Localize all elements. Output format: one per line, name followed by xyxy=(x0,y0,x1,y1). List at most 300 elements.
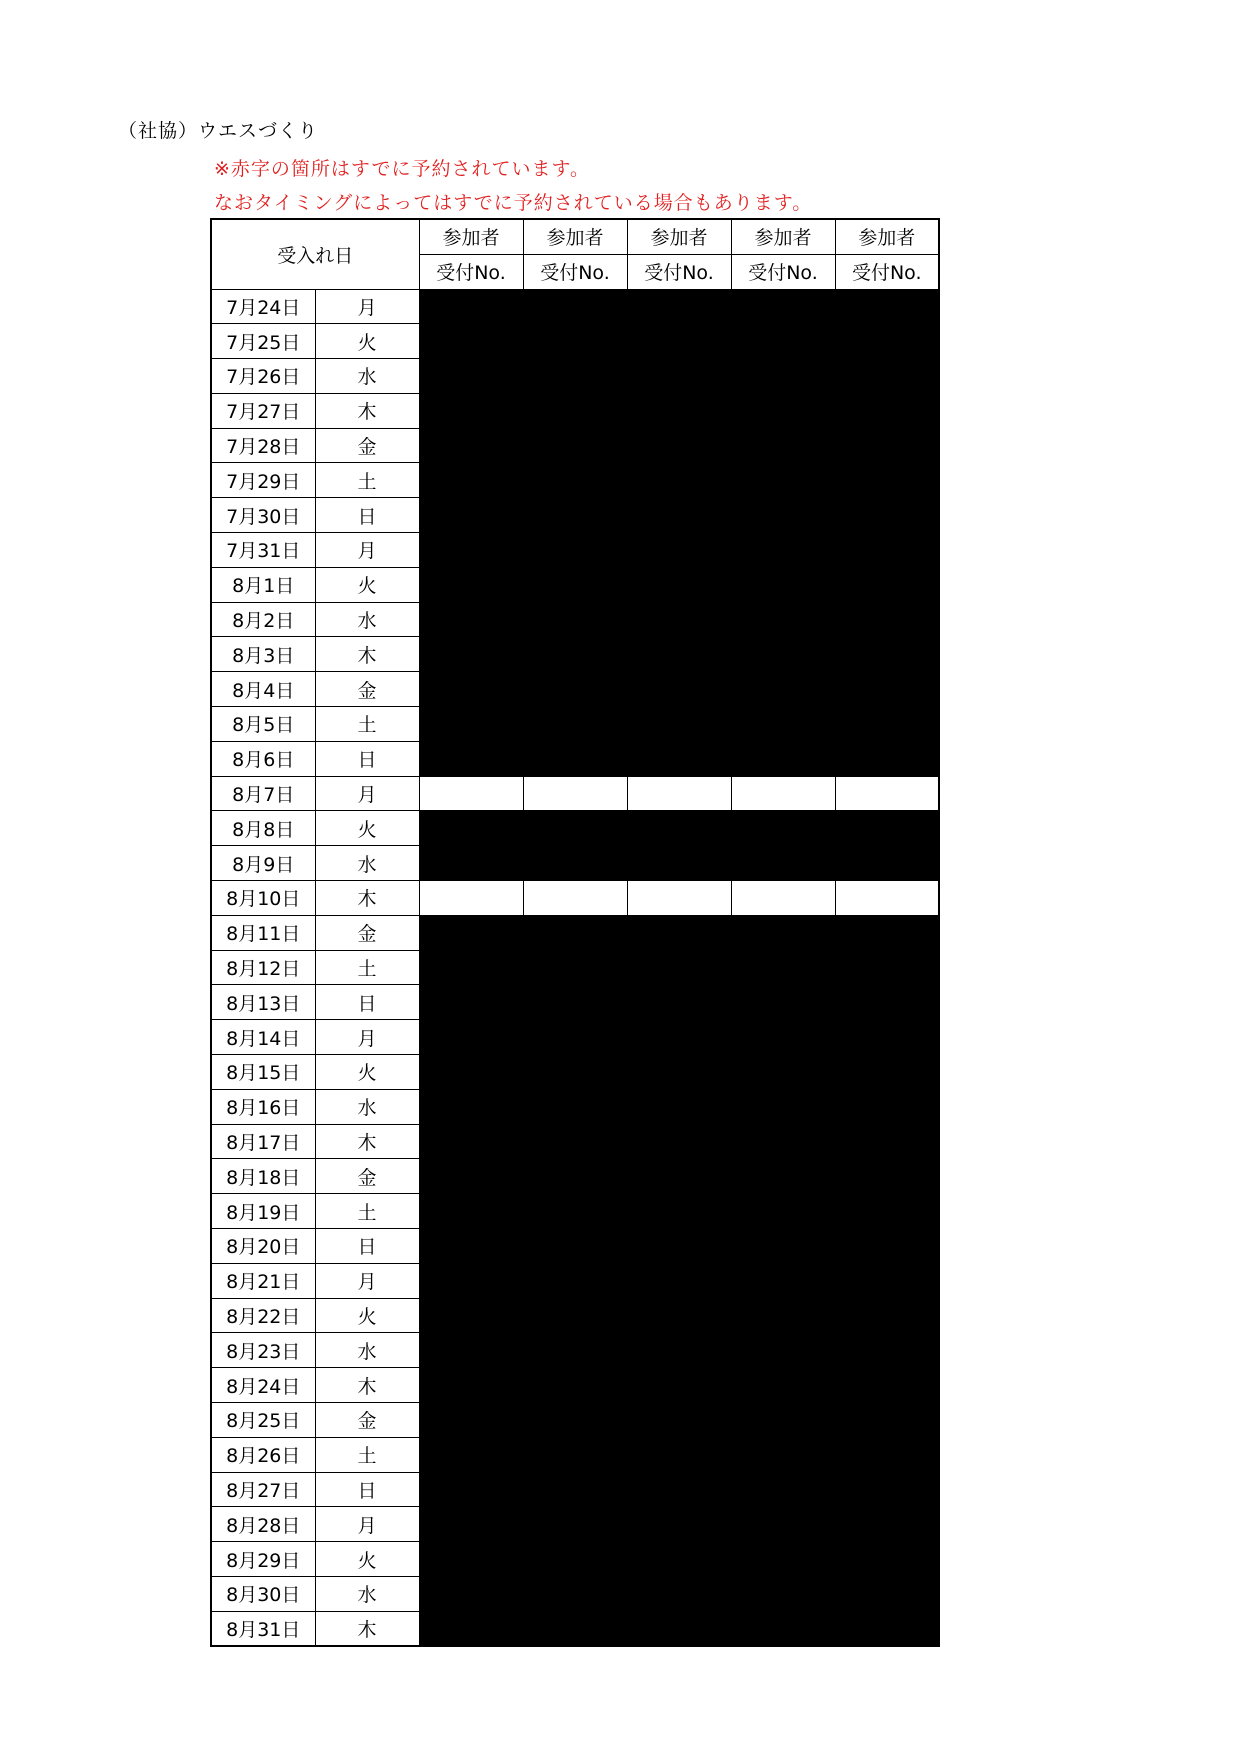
table-row xyxy=(211,811,939,846)
date-cell: 8月28日 xyxy=(211,1507,315,1542)
weekday-cell: 月 xyxy=(315,1020,419,1055)
reserved-slot-cell xyxy=(523,1403,627,1438)
date-cell: 7月29日 xyxy=(211,463,315,498)
reserved-slot-cell xyxy=(419,1089,523,1124)
reserved-slot-cell xyxy=(835,1472,939,1507)
reserved-slot-cell xyxy=(835,1368,939,1403)
reserved-slot-cell xyxy=(419,463,523,498)
table-row xyxy=(211,1542,939,1577)
reserved-slot-cell xyxy=(627,533,731,568)
reserved-slot-cell xyxy=(627,846,731,881)
open-slot-cell[interactable] xyxy=(731,776,835,811)
reserved-slot-cell xyxy=(731,1089,835,1124)
table-row xyxy=(211,985,939,1020)
reserved-slot-cell xyxy=(627,1229,731,1264)
reception-no-header: 受付No. xyxy=(627,254,731,289)
table-row xyxy=(211,707,939,742)
date-cell: 7月26日 xyxy=(211,359,315,394)
table-row xyxy=(211,950,939,985)
weekday-cell: 月 xyxy=(315,289,419,324)
date-cell: 8月24日 xyxy=(211,1368,315,1403)
reserved-slot-cell xyxy=(523,1472,627,1507)
reserved-slot-cell xyxy=(835,393,939,428)
table-row xyxy=(211,1472,939,1507)
reserved-slot-cell xyxy=(835,741,939,776)
reserved-slot-cell xyxy=(523,1437,627,1472)
reserved-slot-cell xyxy=(731,637,835,672)
open-slot-cell[interactable] xyxy=(523,776,627,811)
date-cell: 7月30日 xyxy=(211,498,315,533)
weekday-cell: 月 xyxy=(315,533,419,568)
table-row xyxy=(211,1055,939,1090)
reserved-slot-cell xyxy=(419,428,523,463)
reserved-slot-cell xyxy=(627,498,731,533)
reserved-slot-cell xyxy=(627,1403,731,1438)
reserved-slot-cell xyxy=(731,811,835,846)
date-cell: 7月24日 xyxy=(211,289,315,324)
reserved-slot-cell xyxy=(627,1472,731,1507)
reserved-slot-cell xyxy=(731,428,835,463)
participant-header: 参加者 xyxy=(523,219,627,254)
weekday-cell: 土 xyxy=(315,463,419,498)
weekday-cell: 火 xyxy=(315,1298,419,1333)
schedule-body xyxy=(211,219,939,1646)
reserved-slot-cell xyxy=(419,567,523,602)
reserved-slot-cell xyxy=(627,1263,731,1298)
reserved-slot-cell xyxy=(523,1229,627,1264)
reserved-slot-cell xyxy=(419,498,523,533)
date-cell: 8月8日 xyxy=(211,811,315,846)
weekday-cell: 日 xyxy=(315,498,419,533)
reserved-slot-cell xyxy=(835,985,939,1020)
weekday-cell: 火 xyxy=(315,1542,419,1577)
reserved-slot-cell xyxy=(523,602,627,637)
reserved-slot-cell xyxy=(731,1229,835,1264)
reserved-slot-cell xyxy=(523,1611,627,1646)
reserved-slot-cell xyxy=(523,1542,627,1577)
reserved-slot-cell xyxy=(835,428,939,463)
reserved-slot-cell xyxy=(419,1576,523,1611)
weekday-cell: 水 xyxy=(315,359,419,394)
weekday-cell: 木 xyxy=(315,1124,419,1159)
reserved-slot-cell xyxy=(731,950,835,985)
weekday-cell: 水 xyxy=(315,846,419,881)
reception-no-header: 受付No. xyxy=(835,254,939,289)
reserved-slot-cell xyxy=(523,950,627,985)
table-row xyxy=(211,1333,939,1368)
table-row xyxy=(211,637,939,672)
date-cell: 8月18日 xyxy=(211,1159,315,1194)
weekday-cell: 金 xyxy=(315,428,419,463)
reserved-slot-cell xyxy=(523,985,627,1020)
date-cell: 8月2日 xyxy=(211,602,315,637)
reserved-slot-cell xyxy=(627,1194,731,1229)
table-row xyxy=(211,567,939,602)
table-row xyxy=(211,1263,939,1298)
reserved-slot-cell xyxy=(835,1124,939,1159)
reserved-slot-cell xyxy=(627,463,731,498)
reserved-slot-cell xyxy=(523,1263,627,1298)
reserved-slot-cell xyxy=(627,393,731,428)
reserved-slot-cell xyxy=(731,985,835,1020)
date-cell: 8月29日 xyxy=(211,1542,315,1577)
reserved-slot-cell xyxy=(419,1020,523,1055)
table-row xyxy=(211,1576,939,1611)
reserved-slot-cell xyxy=(835,1194,939,1229)
reserved-slot-cell xyxy=(731,289,835,324)
reserved-slot-cell xyxy=(731,1124,835,1159)
reserved-slot-cell xyxy=(627,567,731,602)
date-cell: 7月31日 xyxy=(211,533,315,568)
open-slot-cell[interactable] xyxy=(419,776,523,811)
weekday-cell: 月 xyxy=(315,776,419,811)
reserved-slot-cell xyxy=(835,1611,939,1646)
reserved-slot-cell xyxy=(835,1089,939,1124)
date-cell: 8月16日 xyxy=(211,1089,315,1124)
reception-no-header: 受付No. xyxy=(523,254,627,289)
reserved-slot-cell xyxy=(419,1124,523,1159)
reserved-slot-cell xyxy=(419,1472,523,1507)
reserved-slot-cell xyxy=(523,811,627,846)
reserved-slot-cell xyxy=(731,741,835,776)
date-cell: 8月10日 xyxy=(211,881,315,916)
reserved-slot-cell xyxy=(627,1542,731,1577)
open-slot-cell[interactable] xyxy=(731,881,835,916)
reserved-slot-cell xyxy=(731,1611,835,1646)
reserved-slot-cell xyxy=(523,1089,627,1124)
reserved-slot-cell xyxy=(835,1576,939,1611)
reserved-slot-cell xyxy=(419,1298,523,1333)
weekday-cell: 日 xyxy=(315,741,419,776)
reserved-slot-cell xyxy=(523,1055,627,1090)
reserved-slot-cell xyxy=(731,1403,835,1438)
table-row xyxy=(211,1437,939,1472)
weekday-cell: 火 xyxy=(315,811,419,846)
reserved-slot-cell xyxy=(419,1542,523,1577)
reserved-slot-cell xyxy=(835,1437,939,1472)
reserved-slot-cell xyxy=(731,915,835,950)
table-row xyxy=(211,846,939,881)
date-cell: 8月31日 xyxy=(211,1611,315,1646)
reserved-slot-cell xyxy=(835,637,939,672)
weekday-cell: 土 xyxy=(315,1194,419,1229)
reserved-slot-cell xyxy=(835,672,939,707)
date-cell: 8月11日 xyxy=(211,915,315,950)
weekday-cell: 土 xyxy=(315,707,419,742)
open-slot-cell[interactable] xyxy=(523,881,627,916)
weekday-cell: 日 xyxy=(315,1472,419,1507)
reserved-slot-cell xyxy=(627,672,731,707)
date-cell: 8月3日 xyxy=(211,637,315,672)
table-row xyxy=(211,881,939,916)
table-row xyxy=(211,1298,939,1333)
reception-schedule-table xyxy=(210,218,940,1647)
reserved-slot-cell xyxy=(731,1542,835,1577)
reserved-slot-cell xyxy=(523,741,627,776)
table-row xyxy=(211,1611,939,1646)
reserved-slot-cell xyxy=(419,1368,523,1403)
table-row xyxy=(211,533,939,568)
reserved-slot-cell xyxy=(731,1263,835,1298)
reserved-slot-cell xyxy=(627,1298,731,1333)
table-row xyxy=(211,1124,939,1159)
reserved-slot-cell xyxy=(627,1576,731,1611)
reserved-slot-cell xyxy=(731,1576,835,1611)
reserved-slot-cell xyxy=(419,1611,523,1646)
date-cell: 8月30日 xyxy=(211,1576,315,1611)
reserved-slot-cell xyxy=(627,707,731,742)
weekday-cell: 金 xyxy=(315,1159,419,1194)
header-row-participant xyxy=(211,219,939,254)
open-slot-cell[interactable] xyxy=(835,776,939,811)
weekday-cell: 木 xyxy=(315,393,419,428)
reserved-slot-cell xyxy=(731,359,835,394)
reserved-slot-cell xyxy=(835,1263,939,1298)
reserved-slot-cell xyxy=(835,1020,939,1055)
reserved-slot-cell xyxy=(419,672,523,707)
reserved-slot-cell xyxy=(627,1368,731,1403)
reserved-slot-cell xyxy=(419,707,523,742)
reserved-slot-cell xyxy=(419,359,523,394)
participant-header: 参加者 xyxy=(627,219,731,254)
reserved-slot-cell xyxy=(523,567,627,602)
weekday-cell: 木 xyxy=(315,637,419,672)
reserved-slot-cell xyxy=(731,1194,835,1229)
reserved-slot-cell xyxy=(731,533,835,568)
reserved-slot-cell xyxy=(627,741,731,776)
reserved-slot-cell xyxy=(835,1159,939,1194)
weekday-cell: 金 xyxy=(315,915,419,950)
weekday-cell: 金 xyxy=(315,672,419,707)
reserved-slot-cell xyxy=(523,1194,627,1229)
reserved-slot-cell xyxy=(835,1333,939,1368)
reserved-slot-cell xyxy=(731,498,835,533)
weekday-cell: 水 xyxy=(315,1576,419,1611)
weekday-cell: 水 xyxy=(315,1089,419,1124)
weekday-cell: 土 xyxy=(315,1437,419,1472)
reserved-slot-cell xyxy=(419,393,523,428)
open-slot-cell[interactable] xyxy=(419,881,523,916)
reserved-slot-cell xyxy=(835,324,939,359)
reserved-slot-cell xyxy=(523,359,627,394)
open-slot-cell[interactable] xyxy=(835,881,939,916)
reserved-slot-cell xyxy=(627,428,731,463)
reserved-slot-cell xyxy=(419,1403,523,1438)
reserved-slot-cell xyxy=(419,1055,523,1090)
table-row xyxy=(211,428,939,463)
date-cell: 8月20日 xyxy=(211,1229,315,1264)
reserved-slot-cell xyxy=(523,393,627,428)
reserved-slot-cell xyxy=(419,985,523,1020)
reserved-slot-cell xyxy=(523,1368,627,1403)
reserved-slot-cell xyxy=(523,1124,627,1159)
date-header: 受入れ日 xyxy=(211,219,419,289)
date-cell: 8月1日 xyxy=(211,567,315,602)
reserved-slot-cell xyxy=(523,1020,627,1055)
table-row xyxy=(211,915,939,950)
reserved-slot-cell xyxy=(627,1020,731,1055)
reserved-slot-cell xyxy=(731,1507,835,1542)
weekday-cell: 月 xyxy=(315,1263,419,1298)
reserved-slot-cell xyxy=(627,915,731,950)
reserved-slot-cell xyxy=(419,1437,523,1472)
reserved-slot-cell xyxy=(627,1507,731,1542)
weekday-cell: 日 xyxy=(315,985,419,1020)
reserved-slot-cell xyxy=(627,811,731,846)
reserved-slot-cell xyxy=(835,359,939,394)
date-cell: 8月21日 xyxy=(211,1263,315,1298)
reserved-notice: ※赤字の箇所はすでに予約されています。 xyxy=(214,158,590,180)
reserved-slot-cell xyxy=(731,602,835,637)
reserved-slot-cell xyxy=(419,324,523,359)
reserved-slot-cell xyxy=(835,289,939,324)
reserved-slot-cell xyxy=(627,359,731,394)
reserved-slot-cell xyxy=(419,915,523,950)
reserved-slot-cell xyxy=(627,1055,731,1090)
reserved-slot-cell xyxy=(419,1263,523,1298)
reserved-slot-cell xyxy=(835,463,939,498)
weekday-cell: 土 xyxy=(315,950,419,985)
reserved-slot-cell xyxy=(627,985,731,1020)
date-cell: 8月15日 xyxy=(211,1055,315,1090)
reserved-slot-cell xyxy=(835,915,939,950)
date-cell: 7月28日 xyxy=(211,428,315,463)
reserved-slot-cell xyxy=(731,1437,835,1472)
reserved-slot-cell xyxy=(835,811,939,846)
weekday-cell: 金 xyxy=(315,1403,419,1438)
reserved-slot-cell xyxy=(523,637,627,672)
reserved-slot-cell xyxy=(419,1507,523,1542)
reserved-slot-cell xyxy=(835,707,939,742)
reserved-slot-cell xyxy=(523,1298,627,1333)
reserved-slot-cell xyxy=(419,1229,523,1264)
weekday-cell: 木 xyxy=(315,1368,419,1403)
date-cell: 8月22日 xyxy=(211,1298,315,1333)
table-row xyxy=(211,1089,939,1124)
weekday-cell: 水 xyxy=(315,1333,419,1368)
reserved-slot-cell xyxy=(835,1542,939,1577)
date-cell: 8月17日 xyxy=(211,1124,315,1159)
date-cell: 8月25日 xyxy=(211,1403,315,1438)
weekday-cell: 木 xyxy=(315,881,419,916)
table-row xyxy=(211,1229,939,1264)
reserved-slot-cell xyxy=(419,602,523,637)
table-row xyxy=(211,498,939,533)
reserved-slot-cell xyxy=(523,498,627,533)
reserved-slot-cell xyxy=(731,1020,835,1055)
reserved-slot-cell xyxy=(523,915,627,950)
reserved-slot-cell xyxy=(627,289,731,324)
weekday-cell: 水 xyxy=(315,602,419,637)
reserved-slot-cell xyxy=(523,1576,627,1611)
reserved-slot-cell xyxy=(627,1333,731,1368)
reserved-slot-cell xyxy=(419,533,523,568)
participant-header: 参加者 xyxy=(419,219,523,254)
reserved-slot-cell xyxy=(627,602,731,637)
table-row xyxy=(211,289,939,324)
reserved-slot-cell xyxy=(419,1333,523,1368)
reserved-slot-cell xyxy=(627,324,731,359)
weekday-cell: 火 xyxy=(315,567,419,602)
table-row xyxy=(211,776,939,811)
reserved-slot-cell xyxy=(731,1298,835,1333)
reserved-slot-cell xyxy=(627,1611,731,1646)
reserved-slot-cell xyxy=(835,950,939,985)
reserved-slot-cell xyxy=(627,950,731,985)
table-row xyxy=(211,1194,939,1229)
reserved-slot-cell xyxy=(731,1159,835,1194)
date-cell: 8月5日 xyxy=(211,707,315,742)
weekday-cell: 木 xyxy=(315,1611,419,1646)
reserved-slot-cell xyxy=(523,1507,627,1542)
timing-notice: なおタイミングによってはすでに予約されている場合もあります。 xyxy=(214,192,813,214)
reserved-slot-cell xyxy=(627,1124,731,1159)
reserved-slot-cell xyxy=(627,1437,731,1472)
reserved-slot-cell xyxy=(419,289,523,324)
weekday-cell: 月 xyxy=(315,1507,419,1542)
reserved-slot-cell xyxy=(627,1089,731,1124)
reserved-slot-cell xyxy=(731,393,835,428)
date-cell: 8月7日 xyxy=(211,776,315,811)
table-row xyxy=(211,359,939,394)
reserved-slot-cell xyxy=(523,846,627,881)
reserved-slot-cell xyxy=(419,741,523,776)
date-cell: 8月12日 xyxy=(211,950,315,985)
reserved-slot-cell xyxy=(523,324,627,359)
reserved-slot-cell xyxy=(419,846,523,881)
date-cell: 7月27日 xyxy=(211,393,315,428)
participant-header: 参加者 xyxy=(731,219,835,254)
reserved-slot-cell xyxy=(523,428,627,463)
table-row xyxy=(211,1020,939,1055)
date-cell: 8月26日 xyxy=(211,1437,315,1472)
date-cell: 8月14日 xyxy=(211,1020,315,1055)
reserved-slot-cell xyxy=(835,602,939,637)
reserved-slot-cell xyxy=(835,846,939,881)
date-cell: 8月13日 xyxy=(211,985,315,1020)
table-row xyxy=(211,1368,939,1403)
reserved-slot-cell xyxy=(731,463,835,498)
reserved-slot-cell xyxy=(419,1194,523,1229)
reserved-slot-cell xyxy=(523,1159,627,1194)
reserved-slot-cell xyxy=(731,1055,835,1090)
reserved-slot-cell xyxy=(731,567,835,602)
reserved-slot-cell xyxy=(835,498,939,533)
reserved-slot-cell xyxy=(523,672,627,707)
table-row xyxy=(211,393,939,428)
reserved-slot-cell xyxy=(731,672,835,707)
reserved-slot-cell xyxy=(523,463,627,498)
reserved-slot-cell xyxy=(731,1333,835,1368)
reserved-slot-cell xyxy=(835,533,939,568)
reserved-slot-cell xyxy=(731,324,835,359)
reserved-slot-cell xyxy=(523,1333,627,1368)
reception-no-header: 受付No. xyxy=(731,254,835,289)
reserved-slot-cell xyxy=(835,1298,939,1333)
open-slot-cell[interactable] xyxy=(627,776,731,811)
reserved-slot-cell xyxy=(419,637,523,672)
reserved-slot-cell xyxy=(627,637,731,672)
reserved-slot-cell xyxy=(419,1159,523,1194)
table-row xyxy=(211,602,939,637)
reserved-slot-cell xyxy=(731,846,835,881)
open-slot-cell[interactable] xyxy=(627,881,731,916)
date-cell: 8月19日 xyxy=(211,1194,315,1229)
date-cell: 8月23日 xyxy=(211,1333,315,1368)
reserved-slot-cell xyxy=(627,1159,731,1194)
table-row xyxy=(211,463,939,498)
reserved-slot-cell xyxy=(835,1507,939,1542)
